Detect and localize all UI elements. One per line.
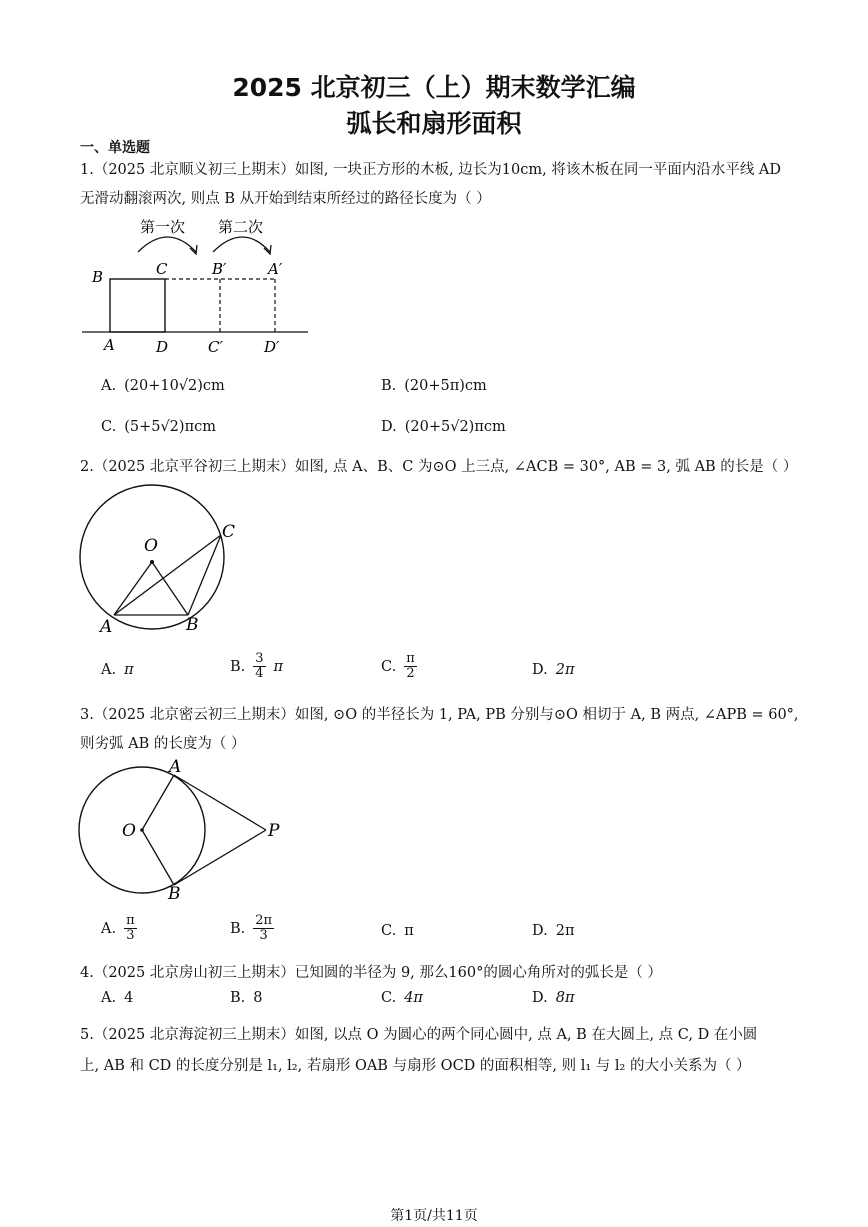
q1-option-c-label: C.	[101, 419, 117, 435]
q4-option-a-label: A.	[101, 990, 117, 1006]
q3-stem-line1: 3.（2025 北京密云初三上期末）如图, ⊙O 的半径长为 1, PA, PB 分别与⊙O 相切于 A, B 两点, ∠APB = 60°,	[80, 707, 799, 723]
section-heading: 一、单选题	[80, 140, 150, 156]
q4-option-c[interactable]	[381, 990, 423, 1006]
q2-option-b-label: B.	[230, 658, 246, 675]
page-footer: 第1页/共11页	[390, 1208, 478, 1224]
q1-label-first: 第一次	[140, 218, 186, 236]
q5-stem-line1: 5.（2025 北京海淀初三上期末）如图, 以点 O 为圆心的两个同心圆中, 点 A, B 在大圆上, 点 C, D 在小圆	[80, 1027, 758, 1043]
q3-option-a[interactable]	[101, 914, 137, 944]
q2-option-d-label: D.	[532, 662, 548, 678]
q2-option-c[interactable]	[381, 652, 417, 682]
q1-option-a[interactable]	[101, 378, 225, 394]
q4-option-b[interactable]	[230, 990, 263, 1006]
q4-option-c-text: 4π	[404, 990, 423, 1006]
q1-stem-line2: 无滑动翻滚两次, 则点 B 从开始到结束所经过的路径长度为（ ）	[80, 191, 491, 207]
q3-option-d-label: D.	[532, 923, 548, 939]
q3-point-b: B	[168, 884, 181, 904]
q3-option-b[interactable]	[230, 914, 274, 944]
q4-option-b-text: 8	[253, 990, 263, 1006]
q1-option-a-label: A.	[101, 378, 117, 394]
q1-point-a-prime: A′	[268, 260, 283, 278]
page-title: 2025 北京初三（上）期末数学汇编	[232, 73, 636, 102]
q2-point-b: B	[186, 615, 199, 635]
q2-point-a: A	[100, 617, 113, 637]
q2-stem-line1: 2.（2025 北京平谷初三上期末）如图, 点 A、B、C 为⊙O 上三点, ∠ACB = 30°, AB = 3, 弧 AB 的长是（ ）	[80, 459, 798, 475]
q3-point-p: P	[268, 821, 280, 841]
q3-option-b-den: 3	[259, 928, 268, 944]
q2-point-o: O	[144, 536, 158, 556]
q2-option-b-num: 3	[255, 651, 264, 666]
q3-option-a-label: A.	[101, 920, 117, 937]
q3-option-d[interactable]	[532, 923, 574, 939]
q2-option-a-label: A.	[101, 662, 117, 678]
q3-option-a-num: π	[126, 913, 135, 928]
q1-point-d-prime: D′	[264, 338, 280, 356]
q2-option-b[interactable]	[230, 652, 283, 682]
q2-option-a[interactable]	[101, 662, 134, 678]
q2-option-b-den: 4	[255, 666, 264, 682]
q1-option-b[interactable]	[381, 378, 487, 394]
q2-option-d[interactable]	[532, 662, 574, 678]
q4-option-d-label: D.	[532, 990, 548, 1006]
q2-option-c-fraction	[404, 652, 417, 682]
q1-point-b: B	[92, 268, 104, 286]
q2-figure	[76, 480, 246, 640]
q3-stem-line2: 则劣弧 AB 的长度为（ ）	[80, 736, 246, 752]
q2-option-c-label: C.	[381, 658, 397, 675]
q1-option-d-text: (20+5√2)πcm	[404, 419, 506, 435]
q1-option-b-text: (20+5π)cm	[404, 378, 487, 394]
q3-point-a: A	[169, 758, 182, 777]
q1-option-a-text: (20+10√2)cm	[124, 378, 225, 394]
q2-option-b-suffix: π	[273, 658, 284, 675]
q2-option-d-text: 2π	[555, 662, 575, 678]
q1-point-b-prime: B′	[212, 260, 227, 278]
q1-option-c[interactable]	[101, 419, 216, 435]
q3-option-b-label: B.	[230, 920, 246, 937]
q4-option-c-label: C.	[381, 990, 397, 1006]
q2-point-c: C	[222, 522, 236, 542]
q1-option-d[interactable]	[381, 419, 506, 435]
q3-option-d-text: 2π	[555, 923, 575, 939]
q3-option-a-den: 3	[126, 928, 135, 944]
q1-option-c-text: (5+5√2)πcm	[124, 419, 216, 435]
q3-option-b-num: 2π	[255, 913, 273, 928]
q1-point-d: D	[156, 338, 169, 356]
q3-option-b-fraction	[253, 914, 274, 944]
q1-label-second: 第二次	[218, 218, 264, 236]
q1-point-c-prime: C′	[208, 338, 223, 356]
q4-option-b-label: B.	[230, 990, 246, 1006]
q2-option-a-text: π	[124, 662, 134, 678]
q1-figure	[78, 212, 318, 362]
q4-option-a-text: 4	[124, 990, 134, 1006]
q4-option-d-text: 8π	[555, 990, 575, 1006]
q4-option-a[interactable]	[101, 990, 133, 1006]
q1-option-b-label: B.	[381, 378, 397, 394]
q1-point-a: A	[104, 336, 115, 354]
q3-option-c-label: C.	[381, 923, 397, 939]
q3-option-c-text: π	[404, 923, 414, 939]
q1-stem-line1: 1.（2025 北京顺义初三上期末）如图, 一块正方形的木板, 边长为10cm, 将该木板在同一平面内沿水平线 AD	[80, 162, 782, 178]
q2-option-b-fraction	[253, 652, 265, 682]
q3-point-o: O	[122, 821, 136, 841]
q3-figure	[76, 758, 291, 908]
q4-stem-line1: 4.（2025 北京房山初三上期末）已知圆的半径为 9, 那么160°的圆心角所对的弧长是（ ）	[80, 965, 662, 981]
q4-option-d[interactable]	[532, 990, 574, 1006]
page-subtitle: 弧长和扇形面积	[346, 109, 522, 138]
q3-option-c[interactable]	[381, 923, 414, 939]
q1-option-d-label: D.	[381, 419, 397, 435]
q3-option-a-fraction	[124, 914, 137, 944]
q1-point-c: C	[156, 260, 168, 278]
q2-option-c-den: 2	[406, 666, 415, 682]
q2-option-c-num: π	[406, 651, 415, 666]
q5-stem-line2: 上, AB 和 CD 的长度分别是 l₁, l₂, 若扇形 OAB 与扇形 OCD 的面积相等, 则 l₁ 与 l₂ 的大小关系为（ ）	[80, 1058, 751, 1074]
